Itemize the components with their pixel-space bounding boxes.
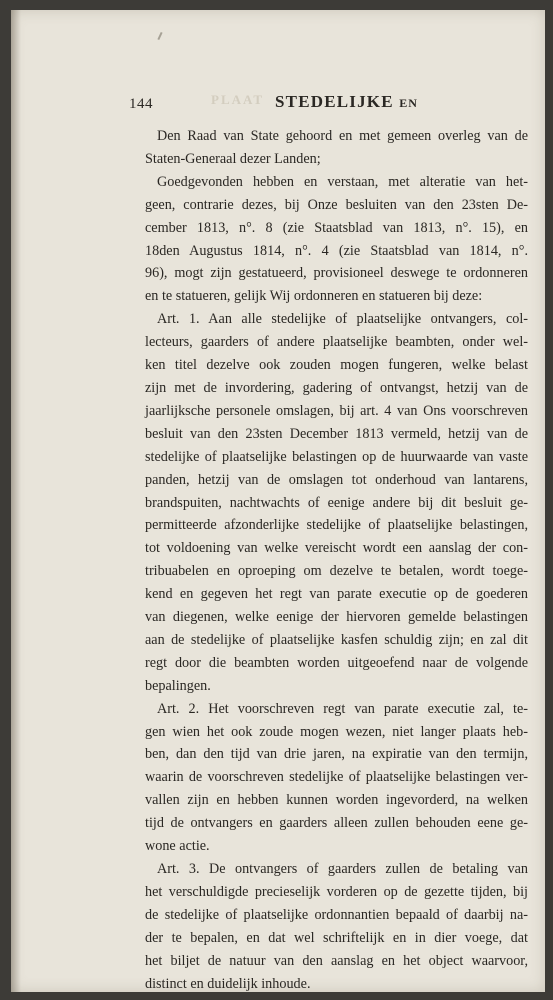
page-header: [129, 92, 519, 116]
running-head-small: EN: [399, 96, 418, 110]
text-line: Art. 2. Het voorschreven regt van parate executie zal, te-: [157, 700, 528, 717]
text-line: gen wien het ook zoude mogen wezen, niet langer plaats heb-: [145, 723, 528, 740]
text-line: Art. 1. Aan alle stedelijke of plaatselijke ontvangers, col-: [157, 311, 528, 328]
text-line: permitteerde afzonderlijke stedelijke of plaatselijke belastingen,: [145, 517, 528, 534]
text-line: de stedelijke of plaatselijke ordonnantien bepaald of daarbij na-: [145, 906, 528, 923]
text-line: waarin de voorschreven stedelijke of plaatselijke belastingen ver-: [145, 769, 528, 786]
text-line: Goedgevonden hebben en verstaan, met alteratie van het-: [157, 173, 528, 190]
text-line: stedelijke of plaatselijke belastingen op de huurwaarde van vaste: [145, 448, 528, 465]
text-line: tribuabelen en oproeping om dezelve te betalen, wordt toege-: [145, 563, 528, 580]
spine-shadow: [11, 10, 21, 992]
text-line: besluit van den 23sten December 1813 vermeld, hetzij van de: [145, 425, 528, 442]
text-line: Den Raad van State gehoord en met gemeen overleg van de: [157, 128, 528, 144]
text-line: jaarlijksche personele omslagen, bij art. 4 van Ons voorschreven: [145, 402, 528, 419]
running-head: [275, 92, 418, 112]
text-line: kend en gegeven het regt van parate executie op de goederen: [145, 586, 528, 603]
body-text: [145, 125, 528, 995]
book-page: [11, 10, 545, 992]
running-head-main: STEDELIJKE: [275, 92, 394, 111]
text-line: brandspuiten, nachtwachts of eenige andere bij dit besluit ge-: [145, 494, 528, 511]
text-line: 18den Augustus 1814, n°. 4 (zie Staatsblad van 1814, n°.: [145, 242, 528, 259]
stray-ink-mark: [157, 32, 162, 40]
text-line: wone actie.: [145, 838, 210, 855]
text-line: tijd de ontvangers en gaarders alleen zullen behouden eene ge-: [145, 815, 528, 832]
text-line: en te statueren, gelijk Wij ordonneren en statueren bij deze:: [145, 288, 483, 305]
text-line: der te bepalen, en dat wel schriftelijk en in dier voege, dat: [145, 929, 528, 946]
text-line: aan de stedelijke of plaatselijke kasfen schuldig zijn; en zal dit: [145, 631, 528, 648]
text-line: distinct en duidelijk inhoude.: [145, 975, 311, 992]
text-line: van diegenen, welke eenige der hiervoren gemelde belastingen: [145, 609, 528, 626]
text-line: regt door die beambten worden uitgeoefend naar de volgende: [145, 654, 528, 671]
text-line: bepalingen.: [145, 677, 211, 694]
text-line: lecteurs, gaarders of andere plaatselijke beambten, onder wel-: [145, 334, 528, 351]
text-line: panden, hetzij van de omslagen tot onderhoud van lantarens,: [145, 471, 528, 488]
text-line: vallen zijn en hebben kunnen worden ingevorderd, na welken: [145, 792, 528, 809]
text-line: 96), mogt zijn gestatueerd, provisioneel deswege te ordonneren: [145, 265, 528, 282]
text-line: zijn met de invordering, gadering of ontvangst, hetzij van de: [145, 379, 528, 396]
text-line: ben, dan den tijd van drie jaren, na expiratie van den termijn,: [145, 746, 528, 763]
text-line: Staten-Generaal dezer Landen;: [145, 150, 321, 167]
page-number: 144: [129, 96, 153, 112]
text-line: Art. 3. De ontvangers of gaarders zullen de betaling van: [157, 861, 528, 877]
text-line: het verschuldigde precieselijk vorderen op de gezette tijden, bij: [145, 883, 528, 900]
text-line: tot voldoening van welke vereischt wordt een aanslag der con-: [145, 540, 528, 557]
text-line: geen, contrarie dezes, bij Onze besluiten van den 23sten De-: [145, 196, 528, 213]
text-line: het biljet de natuur van den aanslag en het object waarvoor,: [145, 952, 528, 969]
text-line: cember 1813, n°. 8 (zie Staatsblad van 1813, n°. 15), en: [145, 219, 528, 236]
bleed-through-text: PLAAT: [211, 92, 265, 107]
text-line: ken titel dezelve ook zouden mogen fungeren, welke belast: [145, 357, 528, 374]
